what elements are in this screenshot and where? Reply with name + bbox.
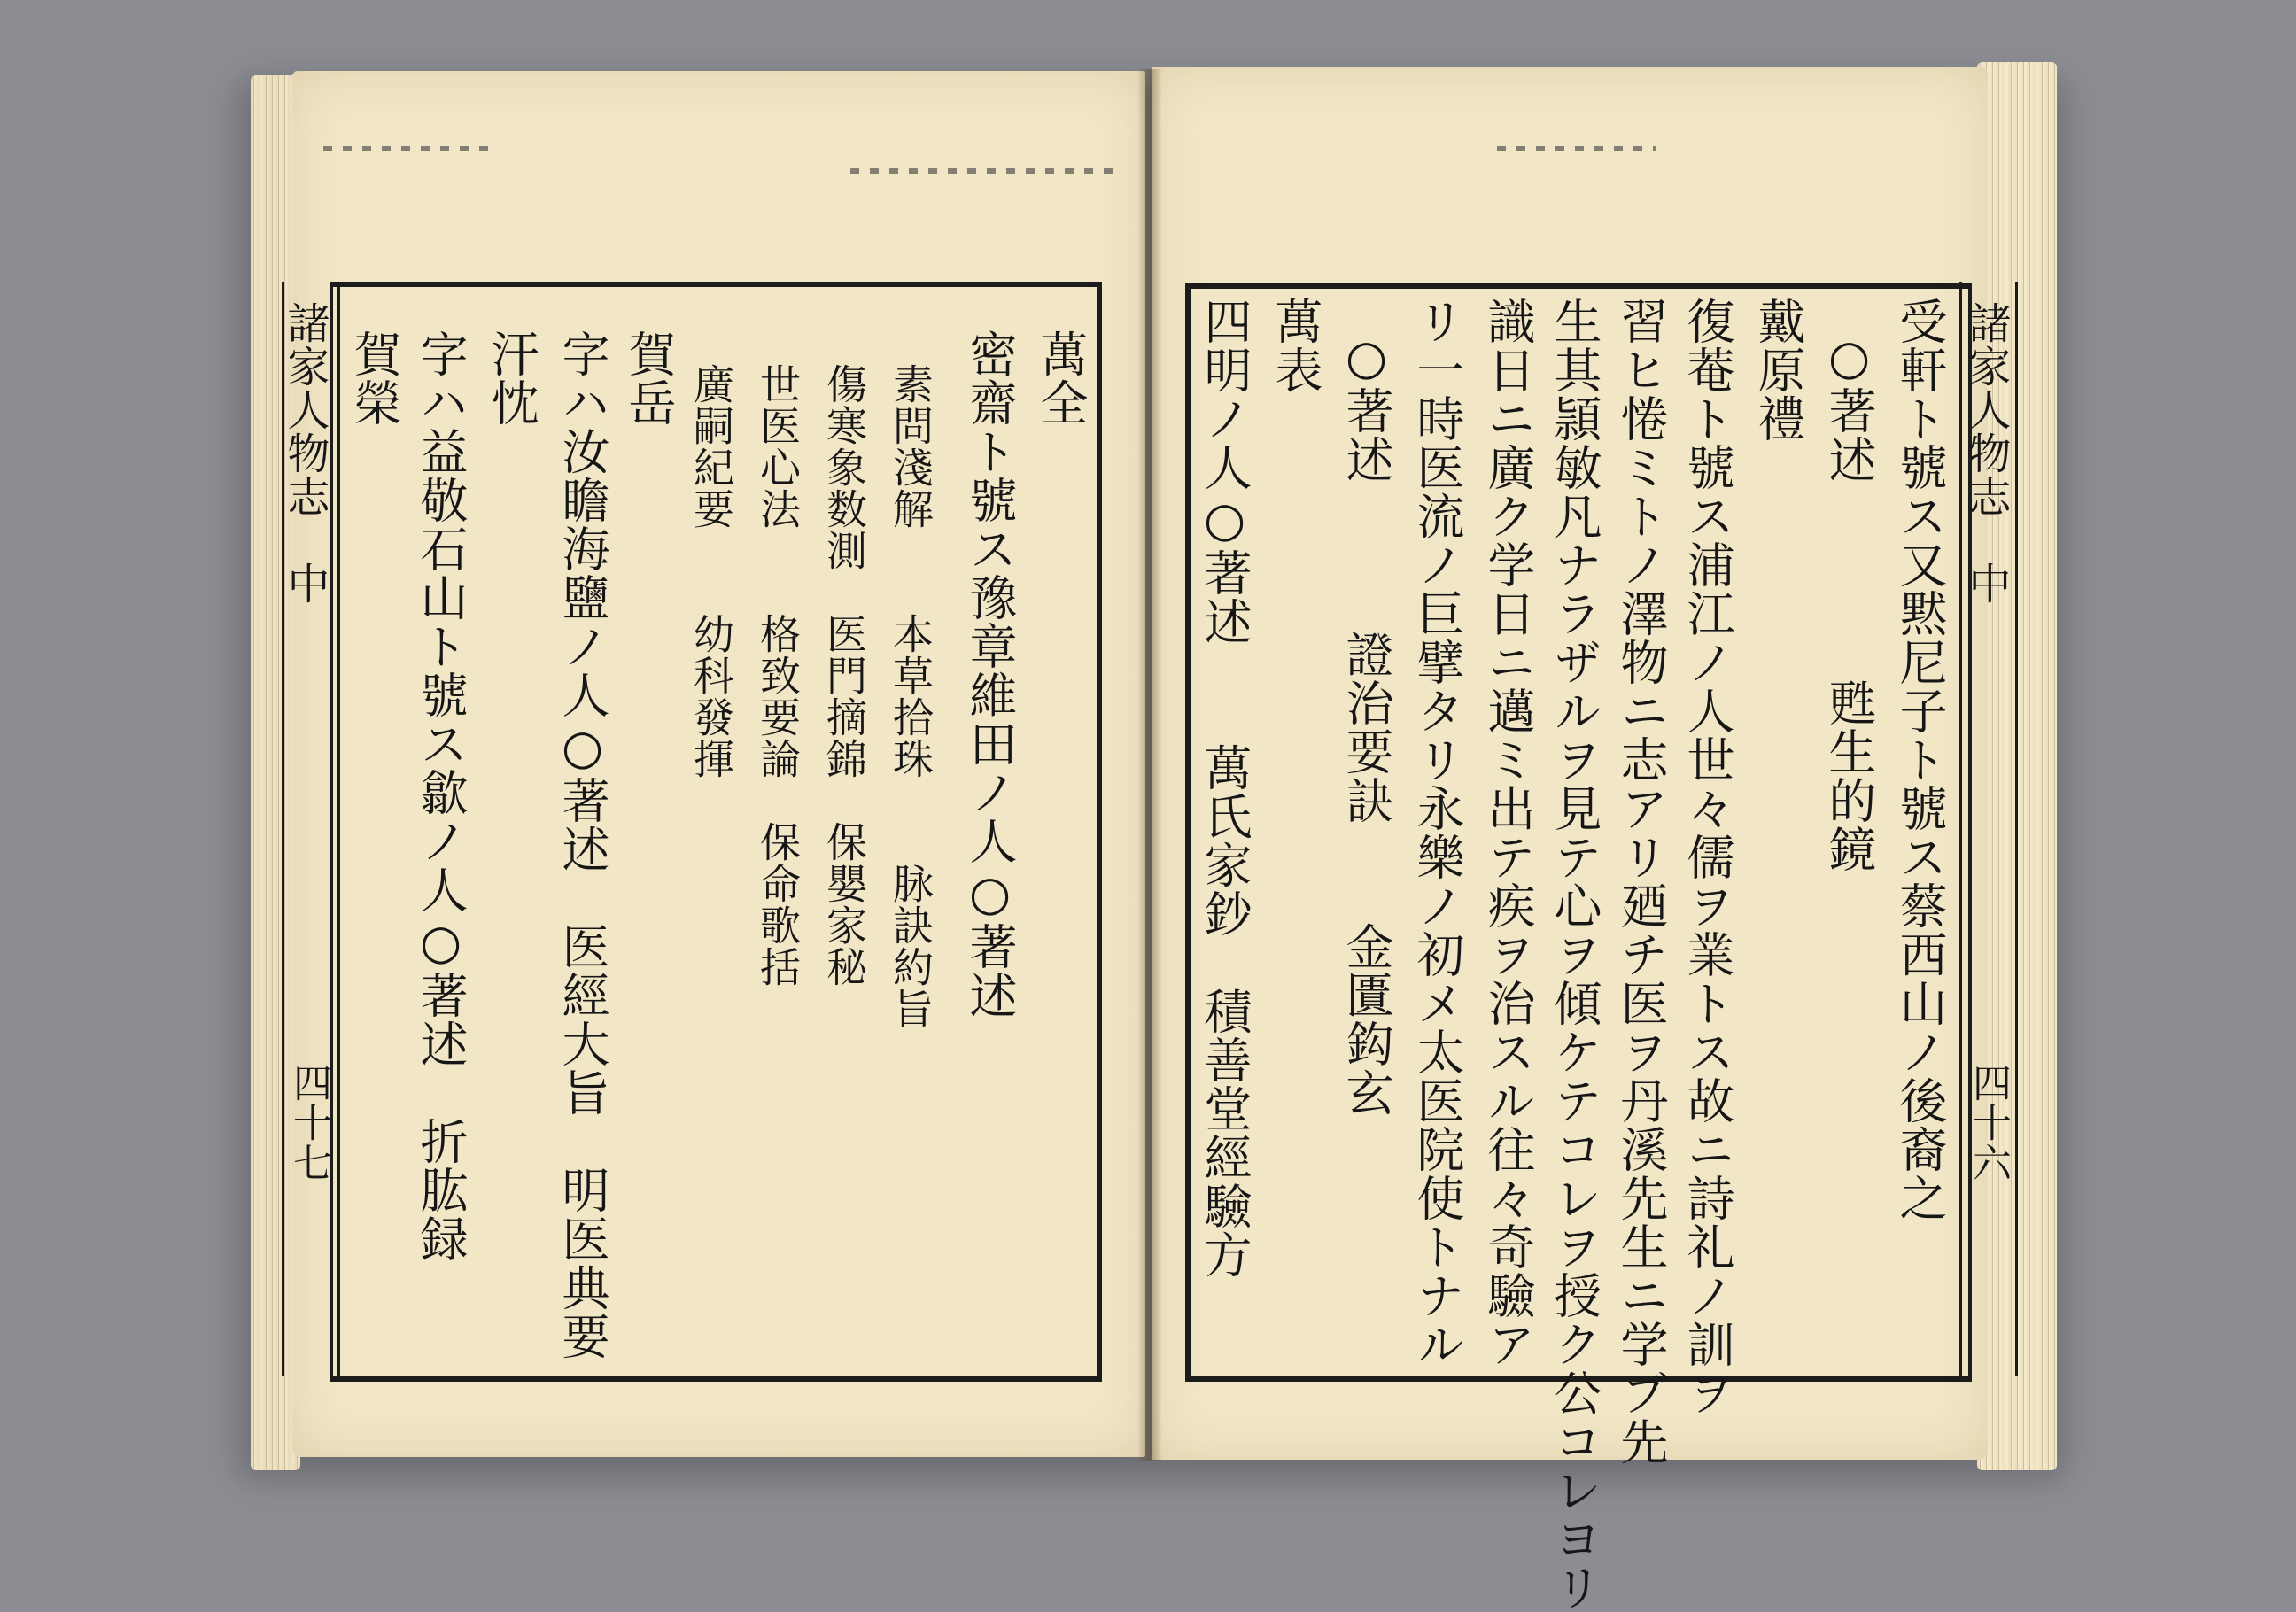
right-col-2: ○著述 甦生的鏡 (1821, 329, 1877, 873)
left-header: 諸家人物志 中 (280, 301, 330, 605)
print-mark (323, 146, 492, 151)
left-col-2: 密齋ト號ス豫章維田ノ人○著述 (962, 329, 1018, 1019)
book-gutter (1137, 69, 1162, 1461)
left-col-6: 廣嗣紀要 幼科發揮 (687, 363, 735, 779)
left-col-9: 汗忱 (484, 329, 539, 427)
left-col-7: 賀岳 (621, 329, 677, 427)
right-col-3: 戴原禮 (1750, 297, 1806, 443)
right-col-11: 四明ノ人○著述 萬氏家鈔 積善堂經驗方 (1197, 297, 1253, 1279)
right-col-7: 識日ニ廣ク学日ニ邁ミ出テ疾ヲ治スル往々奇驗ア (1480, 297, 1536, 1368)
left-col-11: 賀榮 (346, 329, 402, 427)
print-mark (1497, 146, 1656, 151)
right-col-9: ○著述 證治要訣 金匱鈎玄 (1338, 329, 1394, 1117)
right-col-8: リ一時医流ノ巨擘タリ永樂ノ初メ太医院使トナル (1409, 297, 1465, 1368)
left-col-1: 萬全 (1033, 329, 1089, 427)
right-col-4: 復菴ト號ス浦江ノ人世々儒ヲ業トス故ニ詩礼ノ訓ヲ (1679, 297, 1735, 1417)
right-col-10: 萬表 (1268, 297, 1323, 394)
left-col-5: 世医心法 格致要論 保命歌括 (754, 363, 802, 988)
print-mark (850, 168, 1116, 174)
left-page-number: 四十七 (286, 1063, 331, 1182)
left-col-10: 字ハ益敬石山ト號ス歙ノ人○著述 折肱録 (413, 329, 469, 1263)
right-col-5: 習ヒ惓ミトノ澤物ニ志アリ廼チ医ヲ丹溪先生ニ学ブ先 (1613, 297, 1669, 1466)
right-page-number: 四十六 (1966, 1063, 2011, 1182)
left-col-8: 字ハ汝瞻海鹽ノ人○著述 医經大旨 明医典要 (555, 329, 610, 1360)
right-header: 諸家人物志 中 (1961, 301, 2011, 605)
right-col-1: 受軒ト號ス又黙尼子ト號ス蔡西山ノ後裔之 (1892, 297, 1948, 1222)
left-col-3: 素問淺解 本草拾珠 脉訣約旨 (887, 363, 935, 1029)
right-col-6: 生其頴敏凡ナラザルヲ見テ心ヲ傾ケテコレヲ授ク公コレヨリ (1547, 297, 1602, 1612)
left-col-4: 傷寒象数測 医門摘錦 保嬰家秘 (820, 363, 868, 988)
